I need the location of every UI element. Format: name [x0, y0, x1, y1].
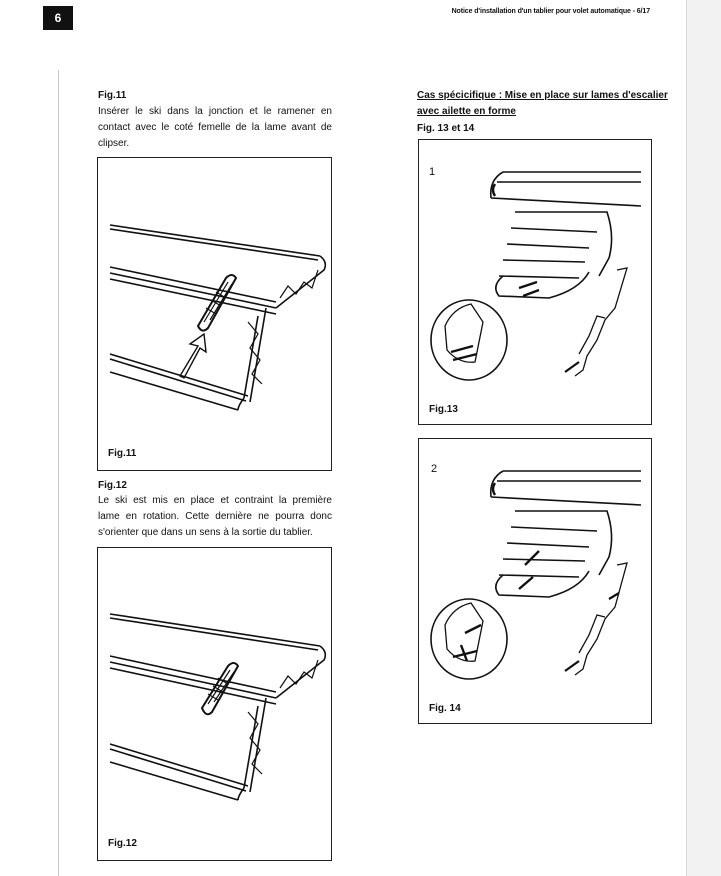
- fig13-caption: Fig.13: [429, 404, 458, 415]
- fig12-caption: Fig.12: [108, 838, 137, 849]
- fig11-line-3: clipser.: [98, 138, 130, 149]
- fig13-illustration: [418, 139, 652, 425]
- fig12-illustration: [97, 547, 332, 861]
- viewer-gutter: [686, 0, 721, 876]
- fig12-line-3: s'orienter que dans un sens à la sortie du tablier.: [98, 527, 313, 538]
- fig14-caption: Fig. 14: [429, 703, 461, 714]
- fig13-step-number: 1: [429, 166, 436, 178]
- page-number-badge: 6: [43, 6, 73, 30]
- section-title-line-1: Cas spécicifique : Mise en place sur lames d'escalier: [417, 90, 668, 101]
- fig12-line-2: lame en rotation. Cette dernière ne pourra donc: [98, 511, 332, 522]
- slat-ski-drawing: [98, 158, 333, 472]
- fig11-caption: Fig.11: [108, 448, 137, 459]
- section-subtitle: Fig. 13 et 14: [417, 123, 475, 134]
- fig11-illustration: [97, 157, 332, 471]
- fig12-line-1: Le ski est mis en place et contraint la première: [98, 495, 332, 506]
- fig11-line-2: contact avec le coté femelle de la lame avant de: [98, 122, 332, 133]
- fig14-illustration: [418, 438, 652, 724]
- fig12-heading: Fig.12: [98, 480, 127, 491]
- stair-slat-step1-drawing: [419, 140, 653, 426]
- fig11-line-1: Insérer le ski dans la jonction et le ramener en: [98, 106, 332, 117]
- fig11-heading: Fig.11: [98, 90, 127, 101]
- page-header: Notice d'installation d'un tablier pour volet automatique - 6/17: [451, 8, 650, 15]
- stair-slat-step2-drawing: [419, 439, 653, 725]
- section-title-line-2: avec ailette en forme: [417, 106, 516, 117]
- slat-ski-installed-drawing: [98, 548, 333, 862]
- margin-rule: [58, 70, 59, 876]
- fig14-step-number: 2: [431, 463, 438, 475]
